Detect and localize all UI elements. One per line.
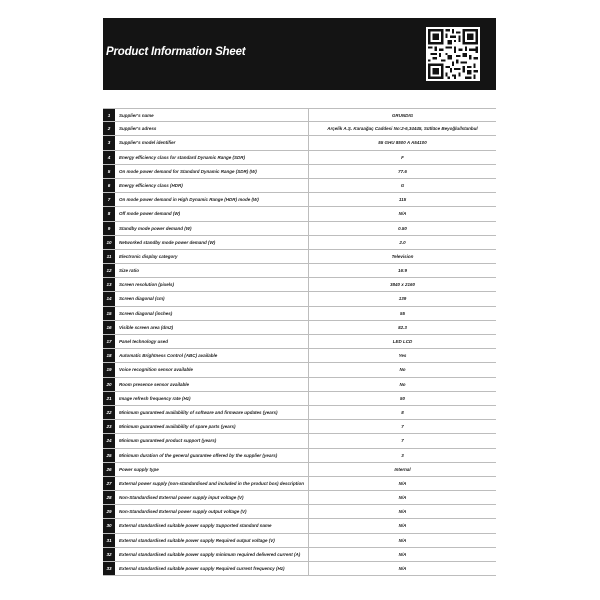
row-label: Screen diagonal (inches) (119, 310, 173, 316)
row-number: 6 (103, 179, 115, 192)
row-value: LED LCD (308, 335, 496, 348)
row-value: 2.0 (308, 236, 496, 249)
table-row (103, 236, 496, 250)
sheet-title: Product Information Sheet (106, 46, 246, 58)
row-label: Off mode power demand (W) (119, 211, 181, 217)
table-row (103, 278, 496, 292)
row-number: 10 (103, 236, 115, 249)
row-label: Image refresh frequency rate (Hz) (119, 395, 191, 401)
table-row (103, 250, 496, 264)
row-number: 21 (103, 392, 115, 405)
row-number: 28 (103, 491, 115, 504)
table-row (103, 292, 496, 306)
row-value: N/A (308, 519, 496, 532)
row-number: 11 (103, 250, 115, 263)
row-value: Yes (308, 349, 496, 362)
table-row (103, 363, 496, 377)
row-number: 25 (103, 449, 115, 462)
row-number: 7 (103, 193, 115, 206)
row-value: G (308, 179, 496, 192)
table-row (103, 434, 496, 448)
row-label: External standardised suitable power supply Supported standard name (119, 523, 272, 529)
row-label: Standby mode power demand (W) (119, 225, 192, 231)
table-row (103, 321, 496, 335)
table-row (103, 378, 496, 392)
row-label: Supplier's model identifier (119, 140, 176, 146)
table-row (103, 222, 496, 236)
table-row (103, 534, 496, 548)
row-number: 5 (103, 165, 115, 178)
row-value: 0.50 (308, 222, 496, 235)
row-label: Automatic Brightness Control (ABC) available (119, 353, 218, 359)
row-number: 27 (103, 477, 115, 490)
table-row (103, 151, 496, 165)
row-value: N/A (308, 207, 496, 220)
row-number: 22 (103, 406, 115, 419)
row-number: 18 (103, 349, 115, 362)
row-value: 16:9 (308, 264, 496, 277)
sheet-header (103, 18, 496, 90)
table-row (103, 179, 496, 193)
row-label: Voice recognition sensor available (119, 367, 193, 373)
row-value: N/A (308, 477, 496, 490)
row-number: 26 (103, 463, 115, 476)
table-row (103, 420, 496, 434)
row-number: 31 (103, 534, 115, 547)
table-row (103, 562, 496, 576)
row-label: External standardised suitable power supply Required output voltage (V) (119, 537, 275, 543)
table-row (103, 548, 496, 562)
row-value: GRUNDIG (308, 109, 496, 121)
table-row (103, 193, 496, 207)
row-number: 4 (103, 151, 115, 164)
row-value: 3840 x 2160 (308, 278, 496, 291)
row-label: Minimum guaranteed product support (years) (119, 438, 217, 444)
spec-table (103, 108, 496, 576)
row-label: Non-Standardised External power supply input voltage (V) (119, 495, 244, 501)
table-row (103, 207, 496, 221)
row-number: 3 (103, 136, 115, 149)
row-value: Television (308, 250, 496, 263)
row-value: 8 (308, 406, 496, 419)
table-row (103, 108, 496, 122)
row-number: 13 (103, 278, 115, 291)
row-label: Visible screen area (dm2) (119, 324, 174, 330)
row-number: 14 (103, 292, 115, 305)
row-value: 50 (308, 392, 496, 405)
row-value: 139 (308, 292, 496, 305)
row-value: 115 (308, 193, 496, 206)
row-label: Panel technology used (119, 339, 169, 344)
table-row (103, 307, 496, 321)
row-value: Arçelik A.Ş. Karaağaç Caddesi No:2-6,34445, Sütlüce Beyoğlu/İstanbul (308, 122, 496, 135)
row-value: 3 (308, 449, 496, 462)
row-label: Networked standby mode power demand (W) (119, 239, 216, 245)
row-label: Screen diagonal (cm) (119, 296, 165, 302)
row-number: 12 (103, 264, 115, 277)
row-number: 23 (103, 420, 115, 433)
row-label: Power supply type (119, 466, 159, 472)
row-label: Non-Standardised External power supply output voltage (V) (119, 509, 247, 515)
table-row (103, 406, 496, 420)
table-row (103, 392, 496, 406)
row-label: Room presence sensor available (119, 381, 190, 387)
table-row (103, 505, 496, 519)
row-value: N/A (308, 491, 496, 504)
row-number: 16 (103, 321, 115, 334)
row-value: Internal (308, 463, 496, 476)
product-information-sheet (103, 18, 496, 582)
row-label: On mode power demand for Standard Dynamic Range (SDR) (W) (119, 168, 257, 174)
row-value: 55 GHU 8500 A A54100 (308, 136, 496, 149)
row-number: 17 (103, 335, 115, 348)
row-value: N/A (308, 505, 496, 518)
row-number: 1 (103, 109, 115, 121)
row-label: Energy efficiency class for standard Dynamic Range (SDR) (119, 154, 245, 160)
row-label: External power supply (non-standardised and included in the product box) description (119, 480, 305, 486)
row-label: Minimum guaranteed availability of spare parts (years) (119, 424, 236, 430)
row-label: Supplier's adress (119, 126, 157, 132)
row-value: 7 (308, 420, 496, 433)
row-label: Electronic display category (119, 253, 178, 259)
table-row (103, 122, 496, 136)
table-row (103, 264, 496, 278)
table-row (103, 477, 496, 491)
row-number: 33 (103, 562, 115, 575)
table-row (103, 463, 496, 477)
row-label: External standardised suitable power supply minimum required delivered current (A) (119, 551, 301, 557)
qr-code-icon (426, 27, 480, 81)
table-row (103, 449, 496, 463)
table-row (103, 491, 496, 505)
row-label: External standardised suitable power supply Required current frequency (Hz) (119, 566, 285, 571)
row-label: Size ratio (119, 268, 140, 274)
row-label: Minimum duration of the general guarantee offered by the supplier (years) (119, 452, 278, 458)
table-row (103, 349, 496, 363)
table-row (103, 335, 496, 349)
row-label: Screen resolution (pixels) (119, 282, 175, 288)
row-value: 7 (308, 434, 496, 447)
row-number: 24 (103, 434, 115, 447)
row-number: 20 (103, 378, 115, 391)
row-value: 82.3 (308, 321, 496, 334)
row-value: N/A (308, 548, 496, 561)
row-number: 9 (103, 222, 115, 235)
row-label: On mode power demand in High Dynamic Range (HDR) mode (W) (119, 197, 259, 203)
row-label: Energy efficiency class (HDR) (119, 182, 183, 188)
row-number: 2 (103, 122, 115, 135)
row-value: N/A (308, 534, 496, 547)
row-value: 77.6 (308, 165, 496, 178)
row-value: No (308, 363, 496, 376)
table-row (103, 165, 496, 179)
row-number: 29 (103, 505, 115, 518)
row-value: F (308, 151, 496, 164)
row-value: No (308, 378, 496, 391)
table-row (103, 519, 496, 533)
row-number: 19 (103, 363, 115, 376)
row-value: N/A (308, 562, 496, 575)
row-label: Minimum guaranteed availability of software and firmware updates (years) (119, 409, 278, 415)
row-number: 8 (103, 207, 115, 220)
row-value: 55 (308, 307, 496, 320)
row-number: 30 (103, 519, 115, 532)
row-number: 15 (103, 307, 115, 320)
table-row (103, 136, 496, 150)
row-label: Supplier's name (119, 113, 154, 118)
row-number: 32 (103, 548, 115, 561)
